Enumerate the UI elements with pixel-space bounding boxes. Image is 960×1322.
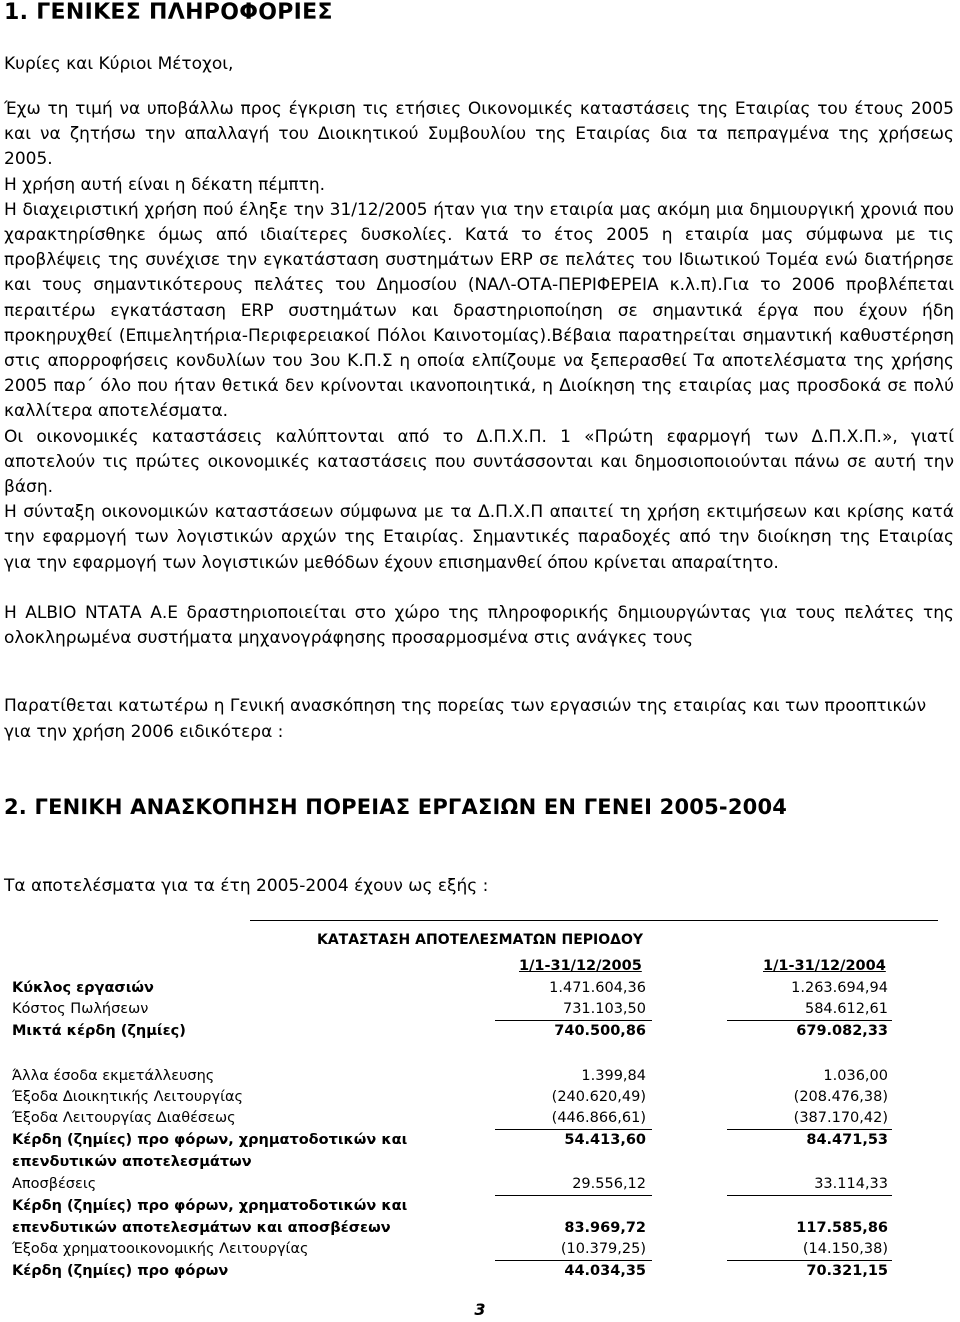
table-row <box>0 1110 960 1131</box>
divider <box>250 920 938 921</box>
value-2004: (387.170,42) <box>793 1110 888 1126</box>
row-label: Αποσβέσεις <box>12 1176 97 1192</box>
value-2005: 740.500,86 <box>554 1023 646 1039</box>
row-label: Έξοδα Διοικητικής Λειτουργίας <box>12 1089 244 1105</box>
row-label: Έξοδα χρηματοοικονομικής Λειτουργίας <box>12 1241 309 1257</box>
row-label: Άλλα έσοδα εκμετάλλευσης <box>12 1068 215 1084</box>
table-row <box>0 1220 960 1241</box>
paragraph: Η διαχειριστική χρήση πού έληξε την 31/12/2005 ήταν για την εταιρία μας ακόμη μια δημιουργική χρονιά που χαρακτηρίσθηκε όμως από ιδιαίτερες δυσκολίες. Κατά το έτος 2005 η εταιρία μας σύμφωνα με τις προβλέψεις της συνέχισε την εγκατάσταση συστημάτων ERP σε πελάτες του Ιδιωτικού Τομέα ενώ διατήρησε και τους σημαντικότερους πελάτες του Δημοσίου (ΝΑΛ-ΟΤΑ-ΠΕΡΙΦΕΡΕΙΑ κ.λ.π).Για το 2006 προβλέπεται περαιτέρω εγκατάσταση ERP συστημάτων και δραστηριοποίηση σε σημαντικά έργα που έχουν ήδη προκηρυχθεί (Επιμελητήρια-Περιφερειακοί Πόλοι Καινοτομίας).Βέβαια παρατηρείται σημαντική καθυστέρηση στις απορροφήσεις κονδυλίων του 3ου Κ.Π.Σ η οποία ελπίζουμε να ξεπερασθεί Τα αποτελέσματα της χρήσης 2005 παρ΄ όλο που ήταν θετικά δεν κρίνονται ικανοποιητικά, η Διοίκηση της εταιρίας μας προσδοκά σε πολύ καλλίτερα αποτελέσματα. <box>4 199 954 422</box>
table-row <box>0 1132 960 1153</box>
page-number: 3 <box>474 1300 486 1319</box>
table-row <box>0 1263 960 1284</box>
value-2005: 54.413,60 <box>564 1132 646 1148</box>
section-heading-general-info: 1. ΓΕΝΙΚΕΣ ΠΛΗΡΟΦΟΡΙΕΣ <box>4 0 333 25</box>
results-intro: Τα αποτελέσματα για τα έτη 2005-2004 έχουν ως εξής : <box>4 876 489 896</box>
body-text <box>4 97 954 651</box>
row-label: Κέρδη (ζημίες) προ φόρων, χρηματοδοτικών και <box>12 1198 408 1214</box>
value-2005: (446.866,61) <box>551 1110 646 1126</box>
subtotal-rule <box>727 1260 892 1261</box>
value-2005: (10.379,25) <box>560 1241 646 1257</box>
value-2005: 29.556,12 <box>572 1176 646 1192</box>
value-2005: 1.399,84 <box>581 1068 646 1084</box>
row-label: Έξοδα Λειτουργίας Διαθέσεως <box>12 1110 236 1126</box>
paragraph: Οι οικονομικές καταστάσεις καλύπτονται από το Δ.Π.Χ.Π. 1 «Πρώτη εφαρμογή των Δ.Π.Χ.Π.», γιατί αποτελούν τις πρώτες οικονομικές καταστάσεις που συντάσσονται και δημοσιοποιούνται πάνω σε αυτή την βάση. <box>4 426 954 498</box>
subtotal-rule <box>495 1195 652 1196</box>
intro-paragraph: Παρατίθεται κατωτέρω η Γενική ανασκόπηση της πορείας των εργασιών της εταιρίας και των προοπτικών για την χρήση 2006 ειδικότερα : <box>4 696 927 742</box>
row-label: Κύκλος εργασιών <box>12 980 154 996</box>
table-row <box>0 1176 960 1197</box>
value-2004: 1.036,00 <box>823 1068 888 1084</box>
table-row <box>0 1198 960 1219</box>
row-label: Κόστος Πωλήσεων <box>12 1001 149 1017</box>
subtotal-rule <box>727 1020 892 1021</box>
subtotal-rule <box>727 1195 892 1196</box>
table-row <box>0 1089 960 1110</box>
table-row <box>0 980 960 1001</box>
value-2005: (240.620,49) <box>551 1089 646 1105</box>
subtotal-rule <box>495 1260 652 1261</box>
paragraph: Η χρήση αυτή είναι η δέκατη πέμπτη. <box>4 174 326 195</box>
column-header-2004: 1/1-31/12/2004 <box>763 958 886 974</box>
value-2005: 83.969,72 <box>564 1220 646 1236</box>
value-2004: 117.585,86 <box>796 1220 888 1236</box>
value-2004: 1.263.694,94 <box>791 980 888 996</box>
row-label: Κέρδη (ζημίες) προ φόρων <box>12 1263 229 1279</box>
value-2004: 584.612,61 <box>804 1001 888 1017</box>
table-row <box>0 1023 960 1044</box>
row-label: επενδυτικών αποτελεσμάτων <box>12 1154 252 1170</box>
table-row <box>0 1241 960 1262</box>
table-row <box>0 1068 960 1089</box>
value-2005: 44.034,35 <box>564 1263 646 1279</box>
paragraph: Η σύνταξη οικονομικών καταστάσεων σύμφωνα με τα Δ.Π.Χ.Π απαιτεί τη χρήση εκτιμήσεων και κρίσης κατά την εφαρμογή των λογιστικών αρχών της Εταιρίας. Σημαντικές παραδοχές από την διοίκηση της Εταιρίας για την εφαρμογή των λογιστικών μεθόδων έχουν επισημανθεί όπου κρίνεται απαραίτητο. <box>4 502 954 573</box>
value-2004: 70.321,15 <box>806 1263 888 1279</box>
table-row <box>0 1154 960 1175</box>
subtotal-rule <box>495 1020 652 1021</box>
value-2005: 731.103,50 <box>562 1001 646 1017</box>
section-heading-review: 2. ΓΕΝΙΚΗ ΑΝΑΣΚΟΠΗΣΗ ΠΟΡΕΙΑΣ ΕΡΓΑΣΙΩΝ ΕΝ ΓΕΝΕΙ 2005-2004 <box>4 795 788 819</box>
row-label: επενδυτικών αποτελεσμάτων και αποσβέσεων <box>12 1220 391 1236</box>
greeting: Κυρίες και Κύριοι Μέτοχοι, <box>4 54 234 74</box>
paragraph: Η ALBIO ΝΤΑΤΑ Α.Ε δραστηριοποιείται στο χώρο της πληροφορικής δημιουργώντας για τους πελάτες της ολοκληρωμένα συστήματα μηχανογράφησης προσαρμοσμένα στις ανάγκες τους <box>4 602 954 649</box>
row-label: Μικτά κέρδη (ζημίες) <box>12 1023 186 1039</box>
subtotal-rule <box>727 1129 892 1130</box>
value-2005: 1.471.604,36 <box>549 980 646 996</box>
value-2004: (14.150,38) <box>802 1241 888 1257</box>
value-2004: (208.476,38) <box>793 1089 888 1105</box>
value-2004: 33.114,33 <box>814 1176 888 1192</box>
table-title: ΚΑΤΑΣΤΑΣΗ ΑΠΟΤΕΛΕΣΜΑΤΩΝ ΠΕΡΙΟΔΟΥ <box>316 932 644 948</box>
row-label: Κέρδη (ζημίες) προ φόρων, χρηματοδοτικών και <box>12 1132 408 1148</box>
value-2004: 84.471,53 <box>806 1132 888 1148</box>
column-header-2005: 1/1-31/12/2005 <box>519 958 642 974</box>
value-2004: 679.082,33 <box>796 1023 888 1039</box>
paragraph: Έχω τη τιμή να υποβάλλω προς έγκριση τις ετήσιες Οικονομικές καταστάσεις της Εταιρίας του έτους 2005 και να ζητήσω την απαλλαγή του Διοικητικού Συμβουλίου της Εταιρίας δια τα πεπραγμένα της χρήσεως 2005. <box>4 99 954 170</box>
subtotal-rule <box>495 1129 652 1130</box>
table-row <box>0 1001 960 1022</box>
